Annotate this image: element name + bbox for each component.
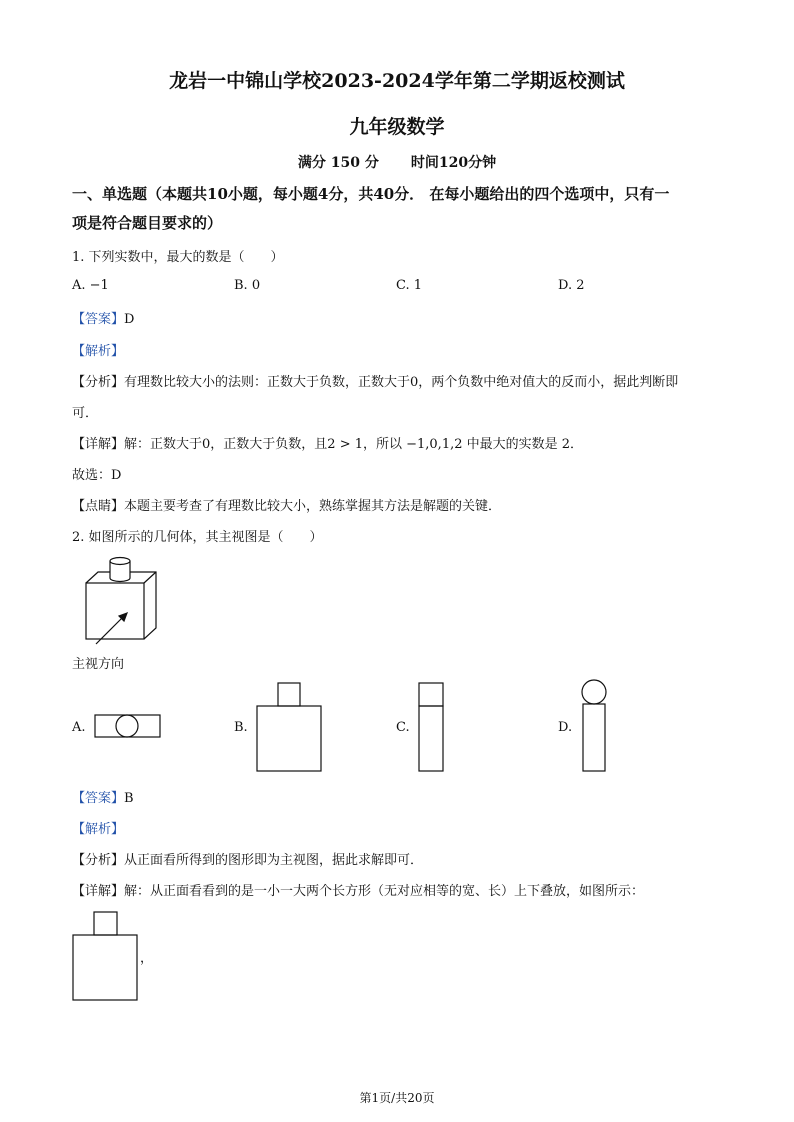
q2-stem: 2. 如图所示的几何体，其主视图是（ ） [72,530,323,545]
q2-fenxi-text: 从正面看所得到的图形即为主视图，据此求解即可． [124,853,424,868]
q2-option-d-label: D. [558,720,573,735]
q1-comment [72,495,501,514]
exam-score: 满分 150 分 [297,155,379,171]
q2-after-figure: ， [140,951,154,966]
q2-fenxi-tag: 【分析】 [72,853,125,868]
q2-option-c-label: C. [396,720,410,735]
q2-option-b-figure [256,681,324,773]
q2-detail-tag: 【详解】 [72,884,125,899]
q2-answer-line [72,787,134,806]
q2-option-b-label: B. [234,720,248,735]
page-title: 龙岩一中锦山学校2023-2024学年第二学期返校测试 [169,70,625,92]
exam-meta [0,152,794,172]
section-heading-line1: 一、单选题（本题共10小题，每小题4分，共40分． 在每小题给出的四个选项中，只有一 [72,185,670,203]
q2-option-a-figure [94,713,162,739]
q1-detail [72,433,583,452]
q2-option-d-figure [580,677,610,773]
q2-detail-text: 解：从正面看看到的是一小一大两个长方形（无对应相等的宽、长）上下叠放，如图所示： [124,884,645,899]
q1-option-d: D. 2 [558,278,585,293]
q2-answer-tag: 【答案】 [72,791,125,806]
page-subtitle: 九年级数学 [349,116,445,138]
solid-figure [70,555,170,650]
q2-option-c-figure [418,681,446,773]
q1-answer: D [124,312,135,327]
q1-fenxi-line2: 可． [72,406,99,421]
direction-label: 主视方向 [72,657,125,672]
q2-answer: B [124,791,134,806]
q2-detail [72,880,644,899]
q1-fenxi-line1 [72,371,678,390]
q1-comment-tag: 【点睛】 [72,499,125,514]
q1-fenxi-tag: 【分析】 [72,375,125,390]
q2-solution-figure [72,910,142,1002]
section-heading-line2: 项是符合题目要求的） [72,214,223,232]
q1-choose: 故选：D [72,468,122,483]
q1-answer-line [72,308,134,327]
q1-detail-tag: 【详解】 [72,437,125,452]
q2-option-a-label: A. [72,720,86,735]
q2-analysis-tag: 【解析】 [72,822,125,837]
page-footer: 第1页/共20页 [359,1091,435,1105]
q1-detail-text: 解：正数大于0，正数大于负数，且2 > 1，所以 −1,0,1,2 中最大的实数是 2． [124,437,584,452]
q1-comment-text: 本题主要考查了有理数比较大小，熟练掌握其方法是解题的关键． [124,499,502,514]
q1-answer-tag: 【答案】 [72,312,125,327]
q1-fenxi-text: 有理数比较大小的法则：正数大于负数，正数大于0，两个负数中绝对值大的反而小，据此判断即 [124,375,679,390]
q1-option-c: C. 1 [396,278,423,293]
q2-fenxi [72,849,423,868]
exam-time: 时间120分钟 [410,155,497,171]
q1-stem: 1. 下列实数中，最大的数是（ ） [72,250,284,265]
q1-option-b: B. 0 [234,278,261,293]
q1-option-a: A. −1 [72,278,109,293]
q1-analysis-tag: 【解析】 [72,344,125,359]
